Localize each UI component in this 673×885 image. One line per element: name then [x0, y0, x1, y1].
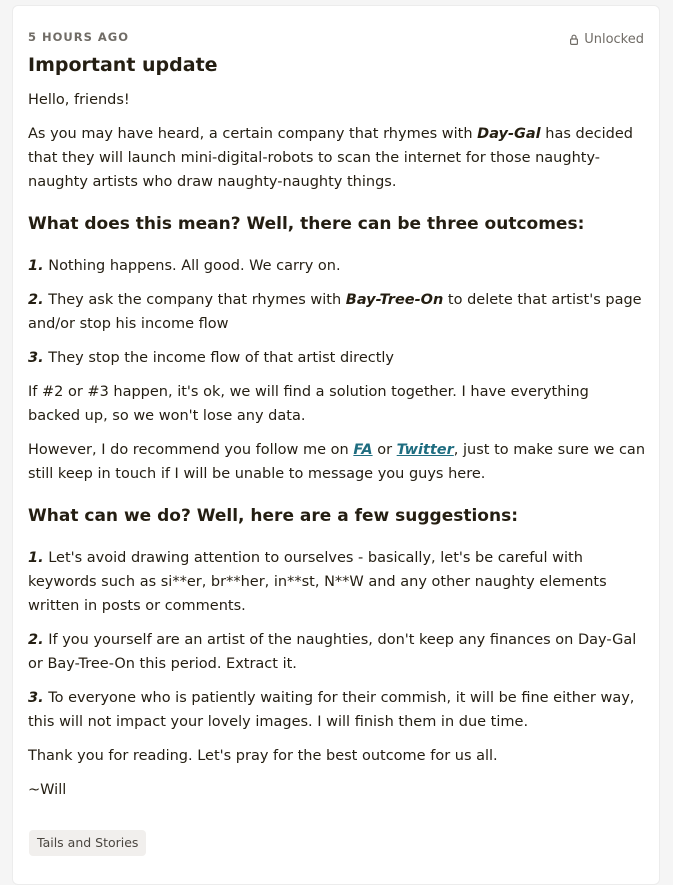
- signature: ~Will: [28, 782, 67, 798]
- fa-link[interactable]: FA: [353, 442, 373, 458]
- lock-status-label: Unlocked: [584, 32, 644, 47]
- lock-status: [570, 32, 644, 47]
- outcome-3: 3. They stop the income flow of that artist directly: [28, 350, 395, 366]
- outcome-1: 1. Nothing happens. All good. We carry on.: [28, 258, 341, 274]
- follow-paragraph: However, I do recommend you follow me on FA or Twitter, just to make sure we can still keep in touch if I will be unable to message you guys here.: [28, 442, 646, 482]
- post-meta: [28, 30, 644, 46]
- suggestion-3: 3. To everyone who is patiently waiting for their commish, it will be fine either way, this will not impact your lovely images. I will finish them in due time.: [28, 690, 635, 730]
- emphasis-bay-tree-on: Bay-Tree-On: [345, 292, 444, 308]
- post-timestamp: 5 HOURS AGO: [28, 30, 130, 44]
- twitter-link[interactable]: Twitter: [396, 442, 454, 458]
- thanks-paragraph: Thank you for reading. Let's pray for the best outcome for us all.: [28, 748, 498, 764]
- emphasis-day-gal: Day-Gal: [477, 126, 541, 142]
- suggestion-2: 2. If you yourself are an artist of the naughties, don't keep any finances on Day-Gal or Bay-Tree-On this period. Extract it.: [28, 632, 637, 672]
- backup-note: If #2 or #3 happen, it's ok, we will find a solution together. I have everything backed up, so we won't lose any data.: [28, 384, 589, 424]
- post-title: Important update: [28, 54, 218, 76]
- post-card: [12, 5, 660, 885]
- heading-suggestions: What can we do? Well, here are a few suggestions:: [28, 506, 518, 526]
- outcome-2: 2. They ask the company that rhymes with Bay-Tree-On to delete that artist's page and/or stop his income flow: [28, 292, 642, 332]
- post-content: [28, 52, 645, 812]
- lock-icon: [570, 34, 578, 45]
- post-tag[interactable]: Tails and Stories: [29, 830, 146, 856]
- heading-outcomes: What does this mean? Well, there can be three outcomes:: [28, 214, 585, 234]
- greeting: Hello, friends!: [28, 92, 130, 108]
- suggestion-1: 1. Let's avoid drawing attention to ourselves - basically, let's be careful with keywords such as si**er, br**her, in**st, N**W and any other naughty elements written in posts or comments.: [28, 550, 607, 614]
- intro-paragraph: As you may have heard, a certain company that rhymes with Day-Gal has decided that they will launch mini-digital-robots to scan the internet for those naughty-naughty artists who draw naughty-naughty things.: [28, 126, 633, 190]
